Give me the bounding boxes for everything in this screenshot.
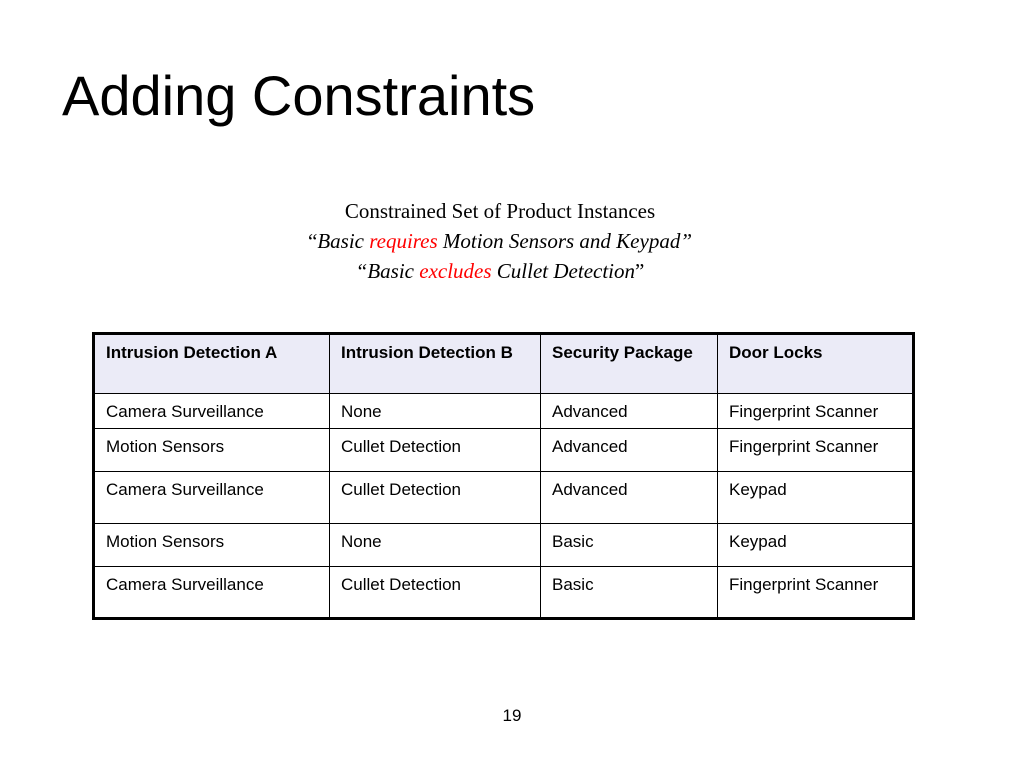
column-header-intrusion-detection-b: Intrusion Detection B bbox=[330, 334, 541, 394]
table-cell: Fingerprint Scanner bbox=[718, 429, 914, 472]
table-cell: Motion Sensors bbox=[94, 429, 330, 472]
table-cell: None bbox=[330, 394, 541, 429]
table-cell: Advanced bbox=[541, 429, 718, 472]
table-cell: None bbox=[330, 524, 541, 567]
caption-line-3-part-1: “Basic bbox=[355, 259, 420, 283]
caption-line-1: Constrained Set of Product Instances bbox=[344, 199, 656, 223]
table-cell: Cullet Detection bbox=[330, 429, 541, 472]
table-row bbox=[94, 524, 914, 567]
table-row bbox=[94, 472, 914, 524]
table-cell: Keypad bbox=[718, 524, 914, 567]
table-row bbox=[94, 429, 914, 472]
table-cell: Fingerprint Scanner bbox=[718, 394, 914, 429]
caption-line-3-close-quote: ” bbox=[635, 259, 645, 283]
table-cell: Basic bbox=[541, 524, 718, 567]
table-cell: Camera Surveillance bbox=[94, 472, 330, 524]
table-cell: Advanced bbox=[541, 394, 718, 429]
table-cell: Motion Sensors bbox=[94, 524, 330, 567]
table-cell: Fingerprint Scanner bbox=[718, 567, 914, 619]
column-header-intrusion-detection-a: Intrusion Detection A bbox=[94, 334, 330, 394]
product-instances-table bbox=[92, 332, 915, 620]
table-cell: Basic bbox=[541, 567, 718, 619]
caption-line-3-part-2: Cullet Detection bbox=[491, 259, 636, 283]
caption-line-3 bbox=[0, 256, 1000, 286]
table-row bbox=[94, 394, 914, 429]
caption bbox=[0, 196, 1000, 286]
slide-title: Adding Constraints bbox=[62, 64, 536, 127]
caption-line-3-highlight: excludes bbox=[419, 259, 492, 283]
table-cell: Camera Surveillance bbox=[94, 394, 330, 429]
table-cell: Cullet Detection bbox=[330, 472, 541, 524]
caption-line-2-part-2: Motion Sensors and Keypad” bbox=[437, 229, 692, 253]
caption-line-2-open-quote: “ bbox=[308, 229, 318, 253]
table-row bbox=[94, 567, 914, 619]
table-cell: Camera Surveillance bbox=[94, 567, 330, 619]
caption-line-2-part-1: Basic bbox=[317, 229, 370, 253]
caption-line-2-highlight: requires bbox=[369, 229, 438, 253]
caption-line-2 bbox=[0, 226, 1000, 256]
page-number: 19 bbox=[502, 706, 522, 725]
table-cell: Advanced bbox=[541, 472, 718, 524]
column-header-door-locks: Door Locks bbox=[718, 334, 914, 394]
table-cell: Keypad bbox=[718, 472, 914, 524]
table-cell: Cullet Detection bbox=[330, 567, 541, 619]
column-header-security-package: Security Package bbox=[541, 334, 718, 394]
table-header-row bbox=[94, 334, 914, 394]
